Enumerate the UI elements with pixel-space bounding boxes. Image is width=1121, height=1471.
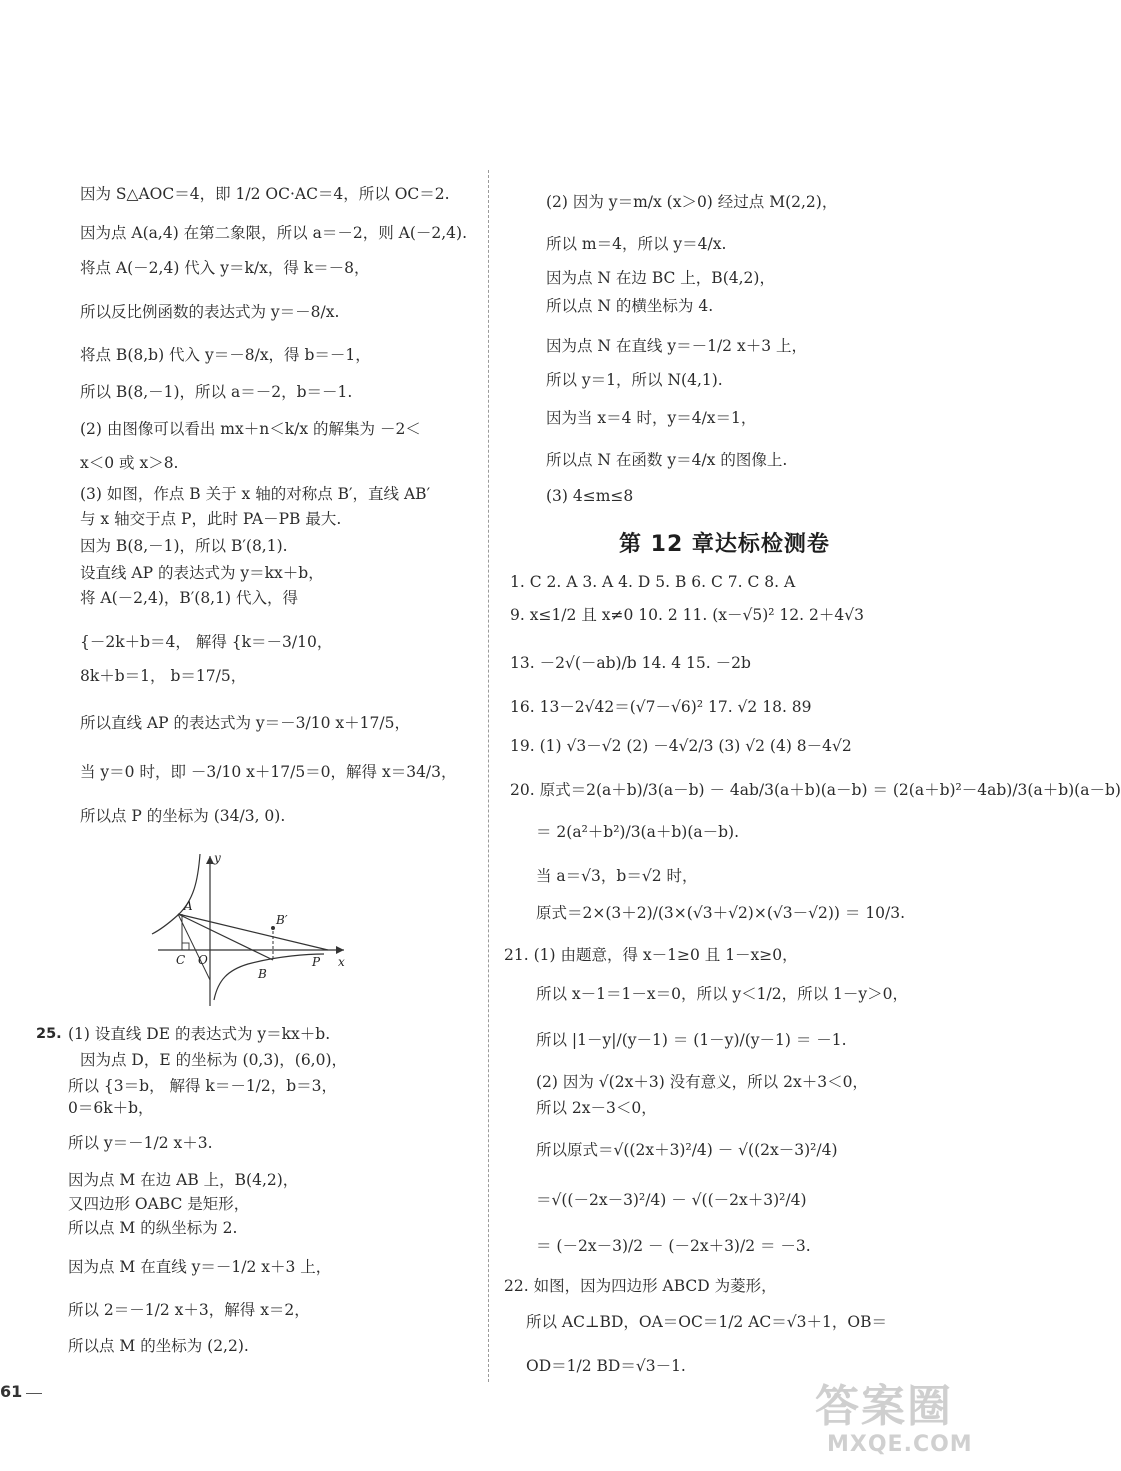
right-angle-mark [182,943,189,950]
hyperbola-upper-left [152,854,200,934]
left-line-17: 当 y＝0 时，即 －3/10 x＋17/5＝0，解得 x＝34/3， [80,763,457,781]
page-number-dash [26,1393,42,1394]
left-line-9: (3) 如图，作点 B 关于 x 轴的对称点 B′，直线 AB′ [80,485,431,503]
answer-21-line-5: 所以 2x－3＜0， [536,1099,657,1117]
left-line-12: 设直线 AP 的表达式为 y＝kx＋b， [80,564,324,582]
left-line-4: 所以反比例函数的表达式为 y＝－8/x. [80,303,340,321]
left-line-6: 所以 B(8,－1)，所以 a＝－2，b＝－1. [80,383,353,401]
label-C: C [176,953,186,967]
answer-20-line-3: 当 a＝√3，b＝√2 时， [536,867,698,885]
answer-21-line-4: (2) 因为 √(2x＋3) 没有意义，所以 2x＋3＜0， [536,1073,868,1091]
line-AO-ext [178,914,210,980]
left-line-18: 所以点 P 的坐标为 (34/3, 0). [80,807,286,825]
left-line-2: 因为点 A(a,4) 在第二象限，所以 a＝－2，则 A(－2,4). [80,224,467,242]
coordinate-figure [148,850,348,1010]
left-line-13: 将 A(－2,4)，B′(8,1) 代入，得 [80,589,298,607]
left-line-8: x＜0 或 x＞8. [80,454,179,472]
left-line-27: 所以点 M 的纵坐标为 2. [68,1219,238,1237]
hyperbola-lower-right [214,954,324,1000]
answer-21-line-6: 所以原式＝√((2x＋3)²/4) － √((2x－3)²/4) [536,1141,838,1159]
left-line-1: 因为 S△AOC＝4，即 1/2 OC·AC＝4，所以 OC＝2. [80,185,450,203]
left-line-14: {－2k＋b＝4， 解得 {k＝－3/10， [80,633,333,651]
section-heading: 第 12 章达标检测卷 [619,532,830,557]
left-line-7: (2) 由图像可以看出 mx＋n＜k/x 的解集为 －2＜ [80,420,421,438]
answer-22-line-2: 所以 AC⊥BD，OA＝OC＝1/2 AC＝√3＋1，OB＝ [526,1313,887,1331]
label-Bprime: B′ [276,913,288,927]
point-Bprime [271,926,275,930]
answer-21-line-2: 所以 x－1＝1－x＝0，所以 y＜1/2，所以 1－y＞0， [536,985,909,1003]
answer-22-line-1: 22. 如图，因为四边形 ABCD 为菱形， [504,1277,777,1295]
question-number-25: 25. [36,1026,62,1042]
left-line-22: 所以 {3＝b， 解得 k＝－1/2，b＝3， [68,1077,338,1095]
left-line-26: 又四边形 OABC 是矩形， [68,1195,250,1213]
answers-9-12: 9. x≤1/2 且 x≠0 10. 2 11. (x－√5)² 12. 2＋4√3 [510,606,864,624]
left-line-23: 0＝6k＋b， [68,1099,154,1117]
answer-21-line-1: 21. (1) 由题意，得 x－1≥0 且 1－x≥0， [504,946,798,964]
left-line-11: 因为 B(8,－1)，所以 B′(8,1). [80,537,288,555]
right-line-2: 所以 m＝4，所以 y＝4/x. [546,235,727,253]
answer-19: 19. (1) √3－√2 (2) －4√2/3 (3) √2 (4) 8－4√2 [510,737,852,755]
left-line-3: 将点 A(－2,4) 代入 y＝k/x，得 k＝－8， [80,259,370,277]
left-line-20: (1) 设直线 DE 的表达式为 y＝kx＋b. [68,1025,331,1043]
left-line-15: 8k＋b＝1， b＝17/5， [80,667,247,685]
answer-21-line-8: ＝ (－2x－3)/2 － (－2x＋3)/2 ＝ －3. [536,1237,811,1255]
watermark-title: 答案圈 [815,1381,953,1432]
left-line-29: 所以 2＝－1/2 x＋3，解得 x＝2， [68,1301,310,1319]
line-AB [178,914,273,960]
right-line-5: 因为点 N 在直线 y＝－1/2 x＋3 上， [546,337,808,355]
label-x: x [338,955,345,969]
right-line-3: 因为点 N 在边 BC 上，B(4,2)， [546,269,775,287]
label-A: A [184,899,193,913]
right-line-7: 因为当 x＝4 时，y＝4/x＝1， [546,409,757,427]
answers-1-8: 1. C 2. A 3. A 4. D 5. B 6. C 7. C 8. A [510,573,796,591]
right-line-8: 所以点 N 在函数 y＝4/x 的图像上. [546,451,788,469]
answer-20-line-1: 20. 原式＝2(a＋b)/3(a－b) － 4ab/3(a＋b)(a－b) ＝ (2(a＋b)²－4ab)/3(a＋b)(a－b) [510,781,1121,799]
right-line-9: (3) 4≤m≤8 [546,487,634,505]
label-y: y [214,851,221,865]
label-O: O [198,953,208,967]
answers-13-15: 13. －2√(－ab)/b 14. 4 15. －2b [510,654,751,672]
x-axis-arrow [336,946,344,954]
label-B: B [258,967,267,981]
answer-22-line-3: OD＝1/2 BD＝√3－1. [526,1357,686,1375]
watermark-site: MXQE.COM [827,1432,973,1457]
column-divider [488,170,489,1382]
right-line-4: 所以点 N 的横坐标为 4. [546,297,714,315]
right-line-6: 所以 y＝1，所以 N(4,1). [546,371,723,389]
answer-20-line-4: 原式＝2×(3＋2)/(3×(√3＋√2)×(√3－√2)) ＝ 10/3. [536,904,906,922]
page-number: 61 [0,1382,23,1401]
answers-16-18: 16. 13－2√42＝(√7－√6)² 17. √2 18. 89 [510,698,812,716]
left-line-5: 将点 B(8,b) 代入 y＝－8/x，得 b＝－1， [80,346,371,364]
right-line-1: (2) 因为 y＝m/x (x＞0) 经过点 M(2,2)， [546,193,838,211]
label-P: P [312,955,321,969]
watermark-logo [815,1370,995,1468]
answer-21-line-7: ＝√((－2x－3)²/4) － √((－2x＋3)²/4) [536,1191,807,1209]
answer-21-line-3: 所以 |1－y|/(y－1) ＝ (1－y)/(y－1) ＝ －1. [536,1031,847,1049]
left-line-30: 所以点 M 的坐标为 (2,2). [68,1337,249,1355]
left-line-24: 所以 y＝－1/2 x＋3. [68,1134,213,1152]
left-line-21: 因为点 D，E 的坐标为 (0,3)，(6,0)， [80,1051,348,1069]
answer-20-line-2: ＝ 2(a²＋b²)/3(a＋b)(a－b). [536,823,739,841]
left-line-28: 因为点 M 在直线 y＝－1/2 x＋3 上， [68,1258,332,1276]
left-line-10: 与 x 轴交于点 P，此时 PA－PB 最大. [80,510,342,528]
y-axis-arrow [206,856,214,864]
left-line-25: 因为点 M 在边 AB 上，B(4,2)， [68,1171,299,1189]
line-AP [178,914,328,950]
left-line-16: 所以直线 AP 的表达式为 y＝－3/10 x＋17/5， [80,714,410,732]
